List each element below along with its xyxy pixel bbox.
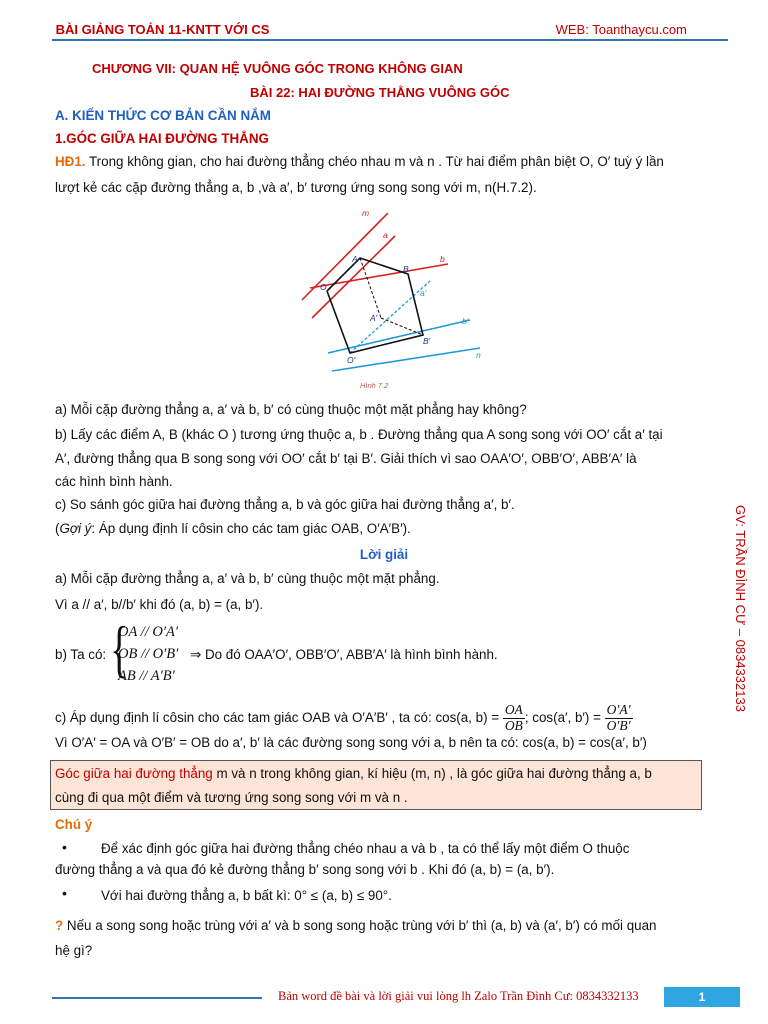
hd1-label: HĐ1. xyxy=(55,154,86,169)
label-b-prime: b′ xyxy=(462,316,469,326)
solution-a: a) Mỗi cặp đường thẳng a, a′ và b, b′ cùng thuộc một mặt phẳng. xyxy=(55,571,440,586)
note-bullet1-line2: đường thẳng a và qua đó kẻ đường thẳng b′ song song với b . Khi đó (a, b) = (a, b′). xyxy=(55,862,555,877)
definition-lead: Góc giữa hai đường thẳng xyxy=(55,766,213,781)
section-a-heading: A. KIẾN THỨC CƠ BẢN CẦN NẮM xyxy=(55,108,271,123)
footer-text: Bản word đề bài và lời giải vui lòng lh Zalo Trần Đình Cư: 0834332133 xyxy=(278,989,639,1003)
hd1-line2: lượt kẻ các cặp đường thẳng a, b ,và a′, b′ tương ứng song song với m, n(H.7.2). xyxy=(55,180,537,195)
hd1-text: Trong không gian, cho hai đường thẳng chéo nhau m và n . Từ hai điểm phân biệt O, O′ tuỳ ý lần xyxy=(85,154,664,169)
label-B-prime: B′ xyxy=(423,336,431,346)
question-c: c) So sánh góc giữa hai đường thẳng a, b và góc giữa hai đường thẳng a′, b′. xyxy=(55,497,515,512)
footer-rule xyxy=(52,997,262,999)
fraction-prime xyxy=(605,703,633,734)
definition-line2: cùng đi qua một điểm và tương ứng song song với m và n . xyxy=(55,790,408,805)
bullet-1-icon: • xyxy=(62,839,67,855)
note-question-line2: hệ gì? xyxy=(55,943,93,958)
label-m: m xyxy=(362,208,370,218)
solution-vi: Vì a // a′, b//b′ khi đó (a, b) = (a, b′). xyxy=(55,597,264,612)
label-b: b xyxy=(440,254,445,264)
note-title: Chú ý xyxy=(55,817,93,832)
cos-ab-label: cos(a, b) = xyxy=(435,709,500,725)
page-number: 1 xyxy=(664,987,740,1007)
system-eq-3: AB // A′B′ xyxy=(118,668,175,684)
cos-ab-prime-label: cos(a′, b′) = xyxy=(532,709,601,725)
frac2-den: O′B′ xyxy=(606,717,631,733)
system-brace: { xyxy=(110,613,129,684)
hd1-line1 xyxy=(55,154,664,169)
frac2-num: O′A′ xyxy=(606,702,631,717)
hint-label: Gợi ý xyxy=(59,521,92,536)
question-b-line2: A′, đường thẳng qua B song song với OO′ cắt b′ tại B′. Giải thích vì sao OAA′O′, OBB′O′, ABB′A′ là xyxy=(55,451,637,466)
solution-b-prefix: b) Ta có: xyxy=(55,647,107,662)
lesson-title: BÀI 22: HAI ĐƯỜNG THẲNG VUÔNG GÓC xyxy=(250,85,510,100)
system-eq-1: OA // O′A′ xyxy=(118,624,179,640)
solution-vi2: Vì O′A′ = OA và O′B′ = OB do a′, b′ là các đường song song với a, b nên ta có: cos(a, b) = cos(a′, b′) xyxy=(55,735,647,750)
note-bullet2: Với hai đường thẳng a, b bất kì: 0° ≤ (a, b) ≤ 90°. xyxy=(101,888,392,903)
question-hint: (Gợi ý: Áp dụng định lí côsin cho các tam giác OAB, O′A′B′). xyxy=(55,521,411,536)
system-eq-2: OB // O′B′ xyxy=(118,646,179,662)
hint-text: : Áp dụng định lí côsin cho các tam giác OAB, O′A′B′). xyxy=(91,521,411,536)
line-b-prime xyxy=(328,320,470,353)
solution-title: Lời giải xyxy=(359,547,409,562)
question-b-line3: các hình bình hành. xyxy=(55,474,173,489)
section-1-heading: 1.GÓC GIỮA HAI ĐƯỜNG THẲNG xyxy=(55,131,269,146)
label-A-prime: A′ xyxy=(370,313,378,323)
question-b-line1: b) Lấy các điểm A, B (khác O ) tương ứng thuộc a, b . Đường thẳng qua A song song với OO′ cắt a′ tại xyxy=(55,427,663,442)
chapter-title: CHƯƠNG VII: QUAN HỆ VUÔNG GÓC TRONG KHÔNG GIAN xyxy=(92,61,463,76)
question-a: a) Mỗi cặp đường thẳng a, a′ và b, b′ có cùng thuộc một mặt phẳng hay không? xyxy=(55,402,527,417)
note-question-text: Nếu a song song hoặc trùng với a′ và b song song hoặc trùng với b′ thì (a, b) và (a′, b′) có mối quan xyxy=(63,918,657,933)
label-O-prime: O′ xyxy=(347,355,356,365)
label-A: A xyxy=(352,254,358,264)
header-rule xyxy=(52,39,728,41)
separator: ; xyxy=(524,709,529,725)
frac1-den: OB xyxy=(504,717,523,733)
label-a: a xyxy=(383,230,388,240)
side-author-text: GV: TRẦN ĐÌNH CƯ – 0834332133 xyxy=(733,505,748,712)
note-question-line1 xyxy=(55,918,657,933)
label-B: B xyxy=(403,264,409,274)
solution-c-line xyxy=(55,703,633,734)
label-O: O xyxy=(320,282,327,292)
note-bullet1-line1: Để xác định góc giữa hai đường thẳng chéo nhau a và b , ta có thể lấy một điểm O thuộc xyxy=(101,841,630,856)
fraction-oa-ob xyxy=(503,703,525,734)
definition-text: m và n trong không gian, kí hiệu (m, n) , là góc giữa hai đường thẳng a, b xyxy=(212,766,652,781)
solution-c-prefix: c) Áp dụng định lí côsin cho các tam giác OAB và O′A′B′ , ta có: xyxy=(55,709,432,725)
bullet-2-icon: • xyxy=(62,885,67,901)
solution-b-suffix: ⇒ Do đó OAA′O′, OBB′O′, ABB′A′ là hình bình hành. xyxy=(190,647,498,662)
definition-line1 xyxy=(55,766,652,781)
figure-caption: Hình 7.2 xyxy=(360,381,389,390)
label-n: n xyxy=(476,350,481,360)
header-left: BÀI GIẢNG TOÁN 11-KNTT VỚI CS xyxy=(52,22,270,37)
question-mark-icon: ? xyxy=(55,918,64,933)
figure-7-2 xyxy=(280,208,500,398)
header-right[interactable]: WEB: Toanthaycu.com xyxy=(552,22,687,37)
label-a-prime: a′ xyxy=(420,288,427,298)
frac1-num: OA xyxy=(504,702,523,717)
line-b xyxy=(310,264,448,288)
